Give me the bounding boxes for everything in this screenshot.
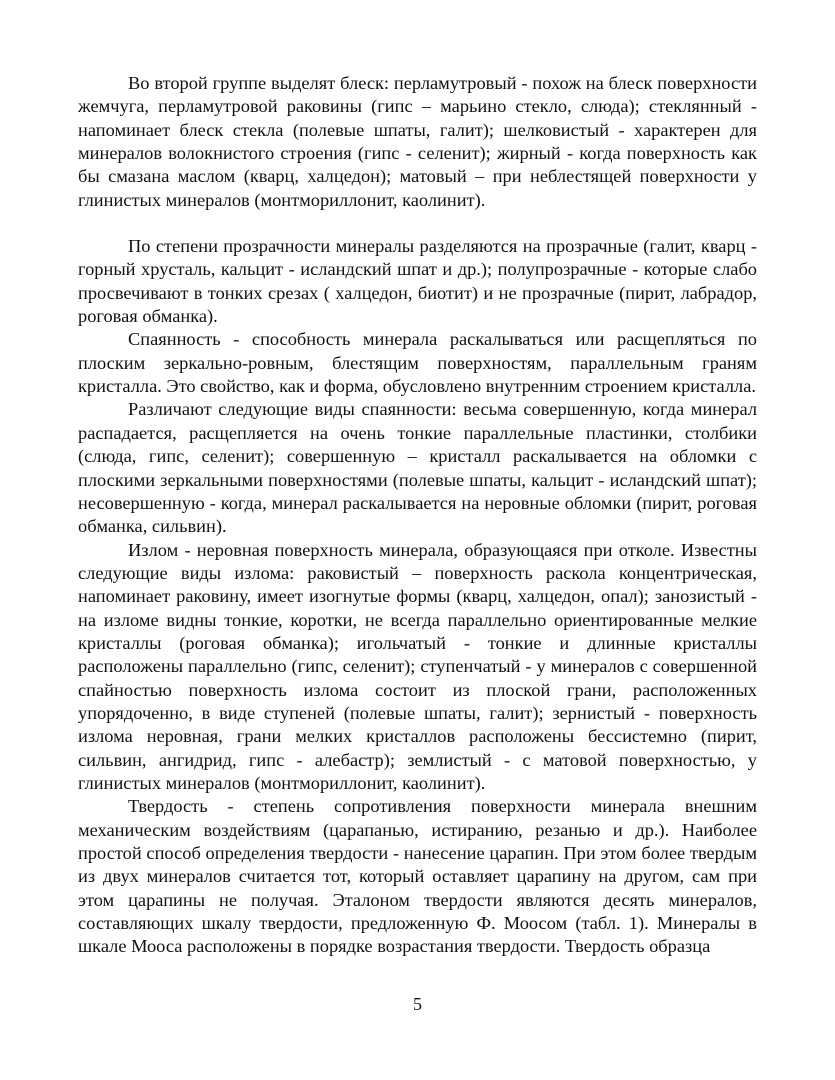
page-number: 5 bbox=[413, 994, 422, 1014]
paragraph-fracture: Излом - неровная поверхность минерала, образующаяся при отколе. Известны следующие виды излома: раковистый – поверхность раскола концентрическая, напоминает раковину, имеет изогнутые формы (кварц, халцедон, опал); занозистый - на изломе видны тонкие, коротки, не всегда параллельно ориентированные мелкие кристаллы (роговая обманка); игольчатый - тонкие и длинные кристаллы расположены параллельно (гипс, селенит); ступенчатый - у минералов с совершенной спайностью поверхность излома состоит из плоской грани, расположенных упорядоченно, в виде ступеней (полевые шпаты, галит); зернистый - поверхность излома неровная, грани мелких кристаллов расположены бессистемно (пирит, сильвин, ангидрид, гипс - алебастр); землистый - с матовой поверхностью, у глинистых минералов (монтмориллонит, каолинит). bbox=[78, 539, 757, 793]
paragraph-cleavage-definition: Спаянность - способность минерала раскалываться или расщепляться по плоским зеркально-ровным, блестящим поверхностям, параллельным граням кристалла. Это свойство, как и форма, обусловлено внутренним строением кристалла. bbox=[78, 329, 757, 397]
paragraph-transparency: По степени прозрачности минералы разделяются на прозрачные (галит, кварц - горный хрусталь, кальцит - исландский шпат и др.); полупрозрачные - которые слабо просвечивают в тонких срезах ( халцедон, биотит) и не прозрачные (пирит, лабрадор, роговая обманка). bbox=[78, 236, 757, 327]
paragraph-luster: Во второй группе выделят блеск: перламутровый - похож на блеск поверхности жемчуга, перламутровой раковины (гипс – марьино стекло, слюда); стеклянный - напоминает блеск стекла (полевые шпаты, галит); шелковистый - характерен для минералов волокнистого строения (гипс - селенит); жирный - когда поверхность как бы смазана маслом (кварц, халцедон); матовый – при неблестящей поверхности у глинистых минералов (монтмориллонит, каолинит). bbox=[78, 73, 757, 210]
paragraph-hardness: Твердость - степень сопротивления поверхности минерала внешним механическим воздействиям (царапанью, истиранию, резанью и др.). Наиболее простой способ определения твердости - нанесение царапин. При этом более твердым из двух минералов считается тот, который оставляет царапину на другом, сам при этом царапины не получая. Эталоном твердости являются десять минералов, составляющих шкалу твердости, предложенную Ф. Моосом (табл. 1). Минералы в шкале Мооса расположены в порядке возрастания твердости. Твердость образца bbox=[78, 796, 757, 957]
paragraph-cleavage-types: Различают следующие виды спаянности: весьма совершенную, когда минерал распадается, расщепляется на очень тонкие параллельные пластинки, столбики (слюда, гипс, селенит); совершенную – кристалл раскалывается на обломки с плоскими зеркальными поверхностями (полевые шпаты, кальцит - исландский шпат); несовершенную - когда, минерал раскалывается на неровные обломки (пирит, роговая обманка, сильвин). bbox=[78, 399, 757, 537]
document-body bbox=[78, 72, 757, 959]
paragraph-spacer bbox=[78, 212, 757, 235]
